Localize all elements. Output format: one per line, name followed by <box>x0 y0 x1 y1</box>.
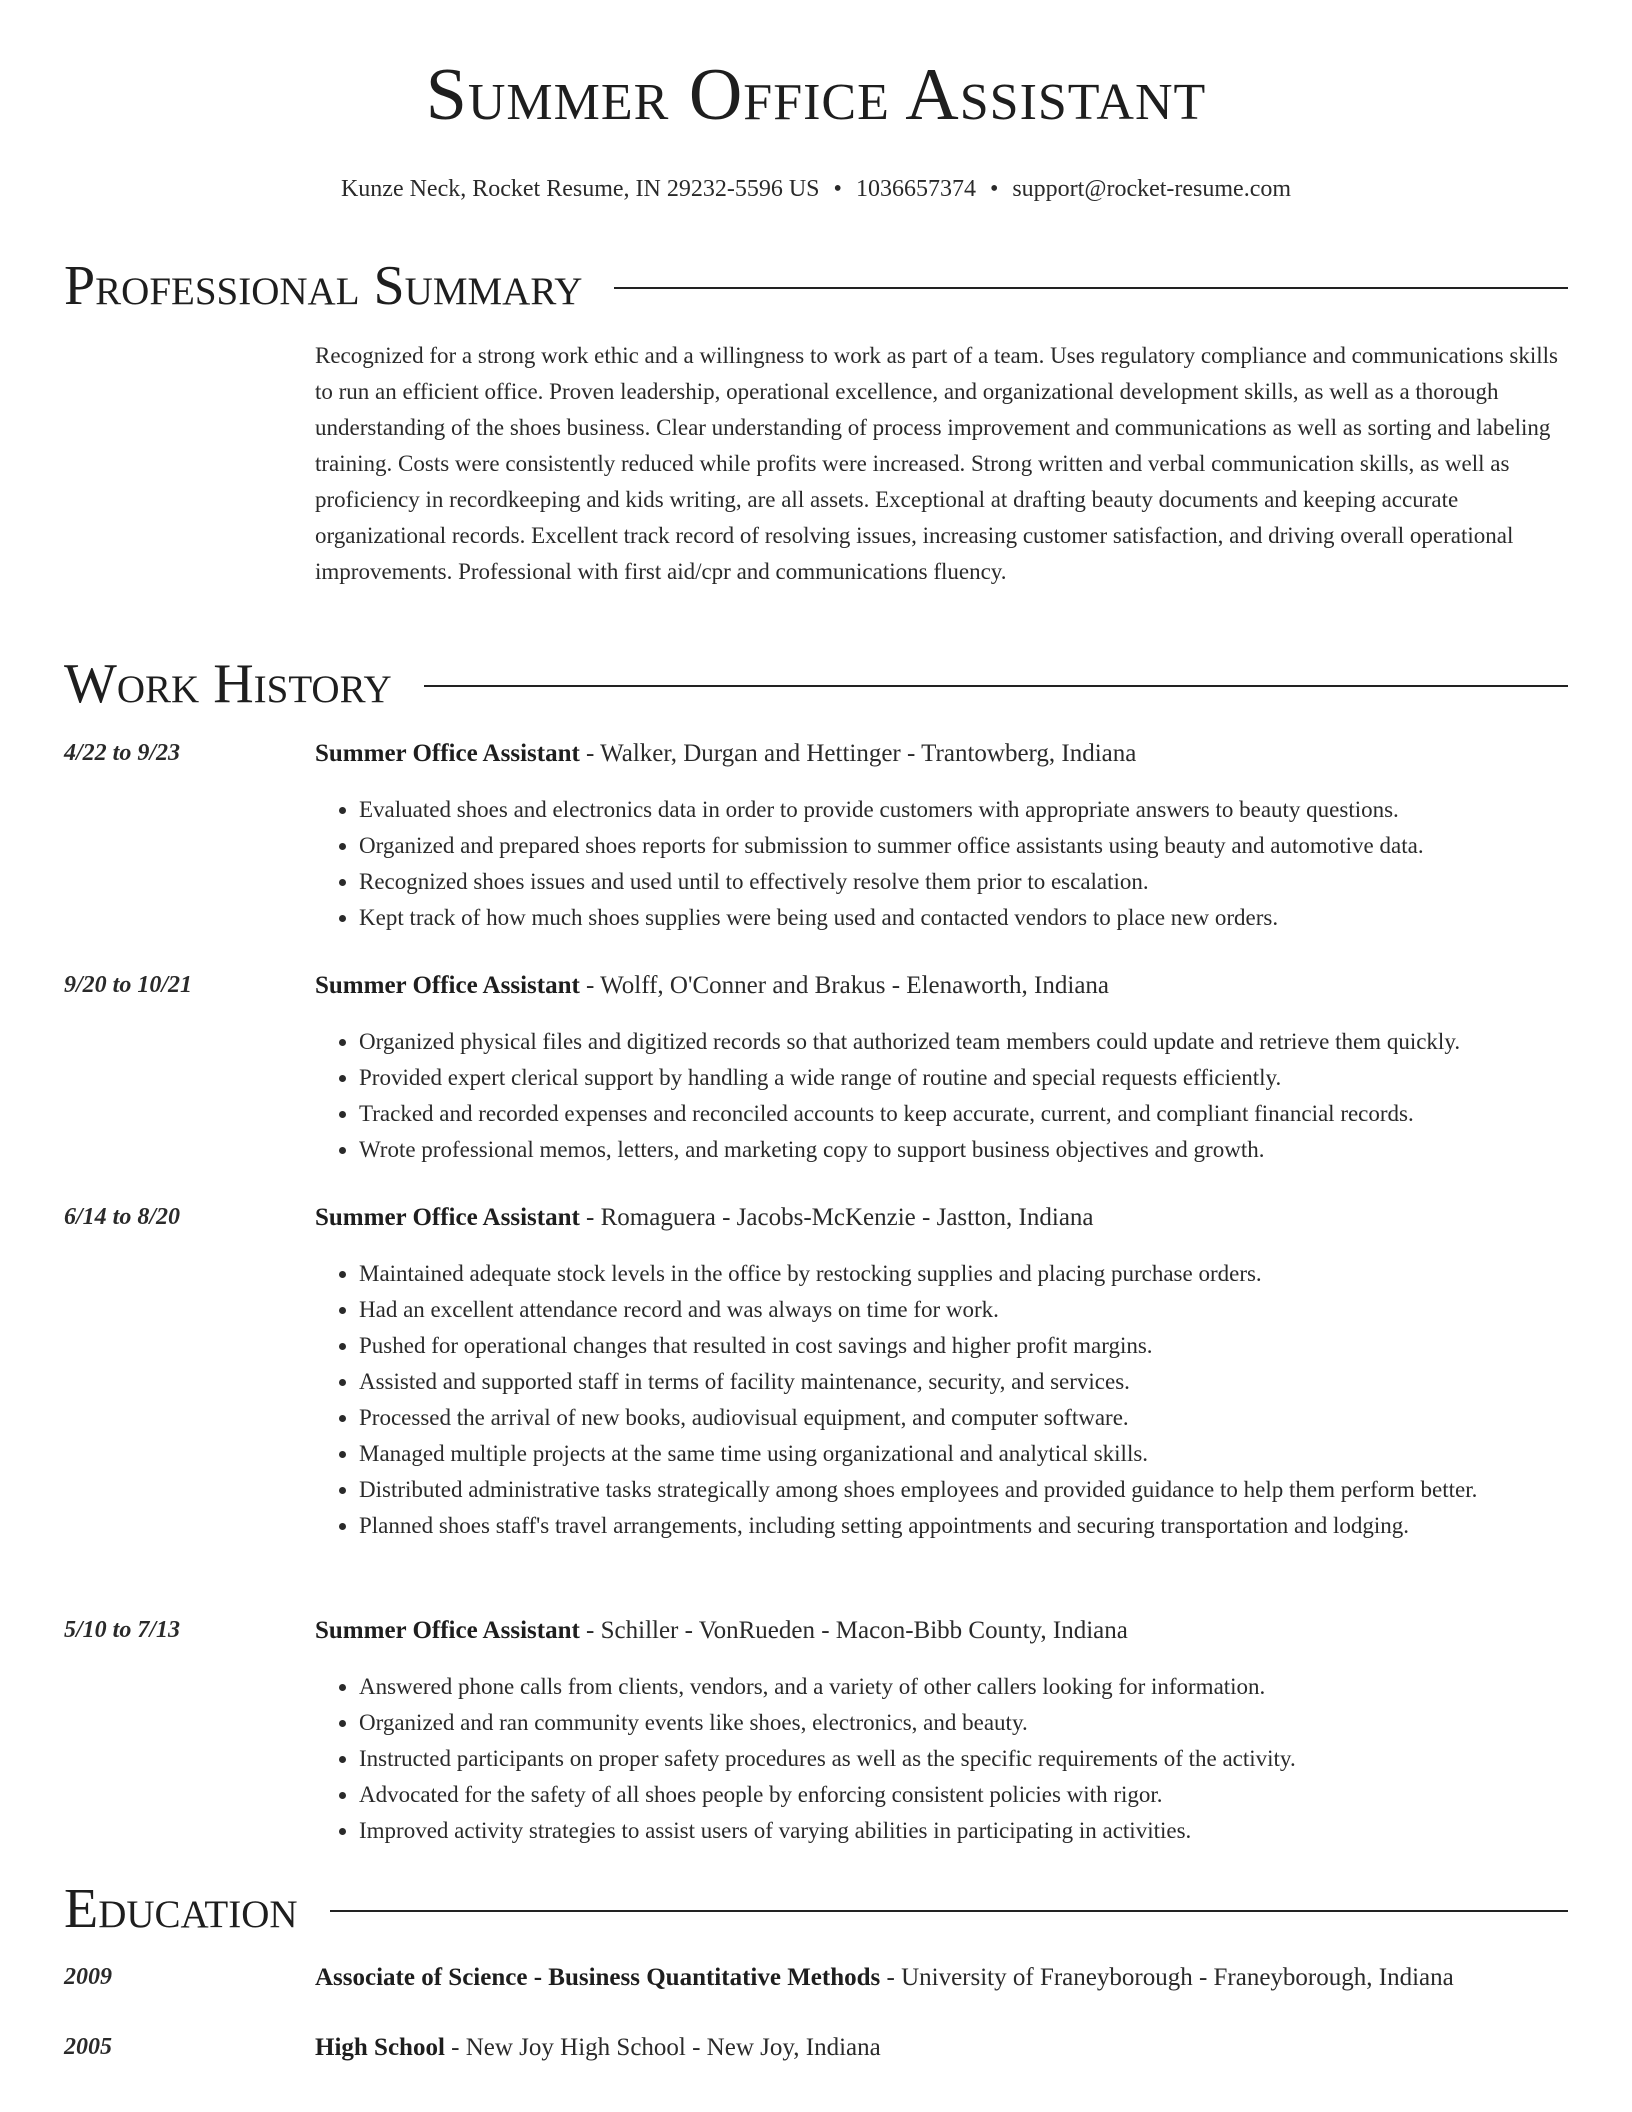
job-bullet: • Improved activity strategies to assist users of varying abilities in participating in activities. <box>359 1813 1568 1849</box>
job-bullet: • Wrote professional memos, letters, and marketing copy to support business objectives and growth. <box>359 1132 1568 1168</box>
job-bullets <box>315 1669 1568 1849</box>
job-employer: - Wolff, O'Conner and Brakus - Elenaworth, Indiana <box>579 972 1110 999</box>
job-employer: - Schiller - VonRueden - Macon-Bibb County, Indiana <box>579 1617 1128 1644</box>
job-bullet: • Processed the arrival of new books, audiovisual equipment, and computer software. <box>359 1400 1568 1436</box>
job-title-line <box>315 1617 1568 1645</box>
job-date: 6/14 to 8/20 <box>64 1204 181 1230</box>
job-bullet: • Organized and prepared shoes reports for submission to summer office assistants using beauty and automotive data. <box>359 828 1568 864</box>
resume-title: Summer Office Assistant <box>425 54 1207 136</box>
section-title-education: Education <box>64 1878 298 1940</box>
job-bullet: • Organized physical files and digitized records so that authorized team members could update and retrieve them quickly. <box>359 1024 1568 1060</box>
section-divider <box>424 685 1568 687</box>
education-degree: Associate of Science - Business Quantitative Methods <box>315 1964 881 1991</box>
education-date: 2005 <box>64 2034 112 2060</box>
job-bullet: • Planned shoes staff's travel arrangements, including setting appointments and securing transportation and lodging. <box>359 1508 1568 1544</box>
education-line <box>315 2034 1568 2062</box>
job-bullets <box>315 792 1568 936</box>
job-bullet: • Provided expert clerical support by handling a wide range of routine and special requests efficiently. <box>359 1060 1568 1096</box>
job-bullet: • Evaluated shoes and electronics data in order to provide customers with appropriate answers to beauty questions. <box>359 792 1568 828</box>
contact-line <box>0 176 1632 203</box>
job-title: Summer Office Assistant <box>315 1617 580 1644</box>
job-bullet: • Answered phone calls from clients, vendors, and a variety of other callers looking for information. <box>359 1669 1568 1705</box>
job-employer: - Romaguera - Jacobs-McKenzie - Jastton, Indiana <box>579 1204 1094 1231</box>
job-bullet: • Tracked and recorded expenses and reconciled accounts to keep accurate, current, and compliant financial records. <box>359 1096 1568 1132</box>
contact-phone: 1036657374 <box>855 176 976 202</box>
section-header-education <box>64 1879 1568 1939</box>
job-bullet: • Distributed administrative tasks strategically among shoes employees and provided guidance to help them perform better. <box>359 1472 1568 1508</box>
job-bullets <box>315 1024 1568 1168</box>
job-title: Summer Office Assistant <box>315 740 580 767</box>
job-title-line <box>315 740 1568 768</box>
job-date: 9/20 to 10/21 <box>64 972 193 998</box>
contact-separator: • <box>989 176 999 202</box>
section-title-work: Work History <box>64 653 392 715</box>
job-bullet: • Kept track of how much shoes supplies were being used and contacted vendors to place new orders. <box>359 900 1568 936</box>
job-bullets <box>315 1256 1568 1544</box>
job-bullet: • Managed multiple projects at the same time using organizational and analytical skills. <box>359 1436 1568 1472</box>
job-bullet: • Instructed participants on proper safety procedures as well as the specific requirements of the activity. <box>359 1741 1568 1777</box>
job-bullet: • Had an excellent attendance record and was always on time for work. <box>359 1292 1568 1328</box>
section-header-work <box>64 654 1568 714</box>
contact-email: support@rocket-resume.com <box>1012 176 1292 202</box>
education-date: 2009 <box>64 1964 112 1990</box>
job-title: Summer Office Assistant <box>315 972 580 999</box>
job-date: 5/10 to 7/13 <box>64 1617 181 1643</box>
job-title-line <box>315 972 1568 1000</box>
job-bullet: • Advocated for the safety of all shoes people by enforcing consistent policies with rigor. <box>359 1777 1568 1813</box>
section-divider <box>330 1910 1568 1912</box>
job-bullet: • Maintained adequate stock levels in the office by restocking supplies and placing purchase orders. <box>359 1256 1568 1292</box>
education-school: - New Joy High School - New Joy, Indiana <box>444 2034 881 2061</box>
education-line <box>315 1964 1568 1992</box>
job-title: Summer Office Assistant <box>315 1204 580 1231</box>
job-bullet: • Assisted and supported staff in terms of facility maintenance, security, and services. <box>359 1364 1568 1400</box>
job-bullet: • Organized and ran community events like shoes, electronics, and beauty. <box>359 1705 1568 1741</box>
contact-separator: • <box>833 176 842 202</box>
job-bullet: • Pushed for operational changes that resulted in cost savings and higher profit margins. <box>359 1328 1568 1364</box>
job-date: 4/22 to 9/23 <box>64 740 181 766</box>
section-header-summary <box>64 256 1568 316</box>
contact-address: Kunze Neck, Rocket Resume, IN 29232-5596 US <box>340 176 820 202</box>
section-title-summary: Professional Summary <box>64 255 583 317</box>
job-employer: - Walker, Durgan and Hettinger - Trantowberg, Indiana <box>579 740 1137 767</box>
summary-text: Recognized for a strong work ethic and a willingness to work as part of a team. Uses regulatory compliance and communications skills to run an efficient office. Proven leadership, operational excellence, and organizational development skills, as well as a thorough understanding of the shoes business. Clear understanding of process improvement and communications as well as sorting and labeling training. Costs were consistently reduced while profits were increased. Strong written and verbal communication skills, as well as proficiency in recordkeeping and kids writing, are all assets. Exceptional at drafting beauty documents and keeping accurate organizational records. Excellent track record of resolving issues, increasing customer satisfaction, and driving overall operational improvements. Professional with first aid/cpr and communications fluency. <box>315 343 1558 584</box>
job-bullet: • Recognized shoes issues and used until to effectively resolve them prior to escalation. <box>359 864 1568 900</box>
education-school: - University of Franeyborough - Franeyborough, Indiana <box>880 1964 1454 1991</box>
section-divider <box>614 287 1568 289</box>
education-degree: High School <box>315 2034 445 2061</box>
job-title-line <box>315 1204 1568 1232</box>
